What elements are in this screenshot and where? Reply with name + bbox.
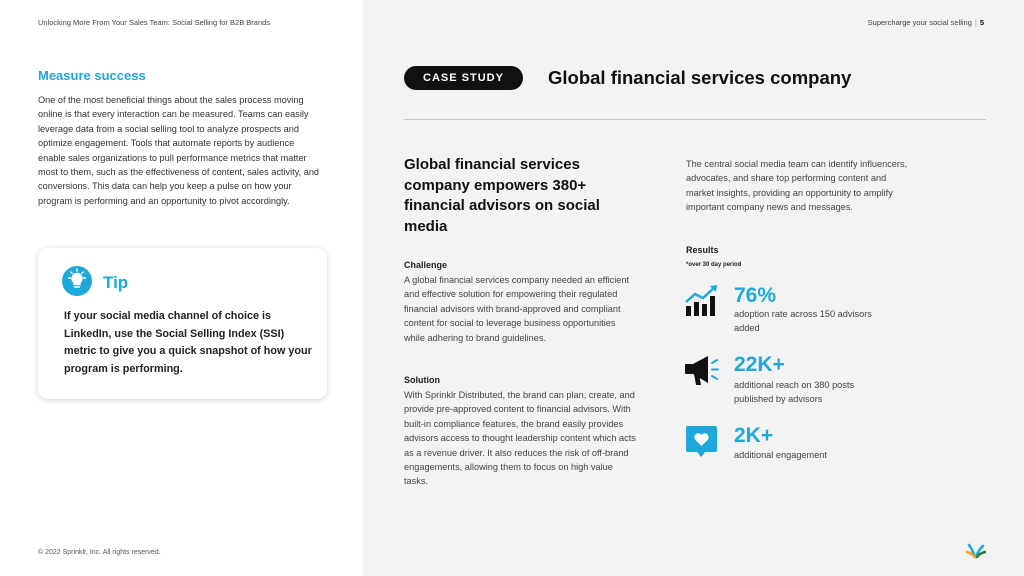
stat-value-reach: 22K+ — [734, 353, 785, 376]
lightbulb-icon — [62, 266, 92, 296]
tip-card — [38, 248, 327, 399]
case-study-title: Global financial services company — [548, 67, 852, 88]
case-study-headline: Global financial services company empowers 380+ financial advisors on social media — [404, 156, 600, 235]
tip-label: Tip — [103, 273, 129, 292]
stat-desc-adoption: adoption rate across 150 advisors added — [734, 309, 872, 334]
sprinklr-logo-icon — [966, 543, 986, 559]
divider — [404, 119, 986, 120]
results-footnote: *over 30 day period — [686, 262, 742, 268]
header-separator: | — [974, 18, 977, 27]
bar-chart-growth-icon — [684, 284, 720, 320]
stat-desc-reach: additional reach on 380 posts published by advisors — [734, 380, 855, 405]
solution-heading: Solution — [404, 375, 440, 385]
section-header — [868, 18, 984, 27]
stat-value-engagement: 2K+ — [734, 424, 774, 447]
measure-success-body: One of the most beneficial things about the sales process moving online is that every interaction can be measured. Teams can easily leverage data from a social selling tool to analyze prospects and optimize engagement. Tools that automate reports by audience enable sales organizations to pull performance metrics that matter most to them, such as the effectiveness of content, sales activity, and conversions. This data can help you keep a pulse on how your program is performing and an opportunity to pivot accordingly. — [38, 95, 320, 206]
solution-body: With Sprinklr Distributed, the brand can plan, create, and provide pre-approved content to financial advisors. With built-in compliance features, the brand easily provides advisors access to thought leadership content which acts as a revenue driver. It also reduces the risk of off-brand engagements, allowing them to focus on high value tasks. — [404, 390, 636, 487]
results-heading: Results — [686, 245, 719, 255]
tip-text: If your social media channel of choice is LinkedIn, use the Social Selling Index (SSI) metric to give you a quick snapshot of how your program is performing. — [64, 310, 312, 375]
challenge-heading: Challenge — [404, 260, 448, 270]
document-title: Unlocking More From Your Sales Team: Social Selling for B2B Brands — [38, 18, 271, 27]
measure-success-heading: Measure success — [38, 68, 146, 83]
challenge-body: A global financial services company needed an efficient and effective solution for empowering their regulated financial advisors with brand-approved and compliant content for social to leverage business opportunities while adhering to brand guidelines. — [404, 275, 630, 343]
stat-desc-engagement: additional engagement — [734, 450, 827, 460]
heart-speech-bubble-icon — [684, 424, 720, 460]
copyright: © 2022 Sprinklr, Inc. All rights reserved. — [38, 549, 161, 556]
page-number: 5 — [979, 18, 984, 27]
case-study-badge: CASE STUDY — [404, 66, 523, 90]
case-study-intro: The central social media team can identify influencers, advocates, and share top performing content and market insights, providing an opportunity to amplify important company news and messages. — [686, 159, 908, 213]
stat-value-adoption: 76% — [734, 284, 777, 307]
megaphone-icon — [684, 352, 720, 388]
section-title: Supercharge your social selling — [867, 18, 972, 27]
